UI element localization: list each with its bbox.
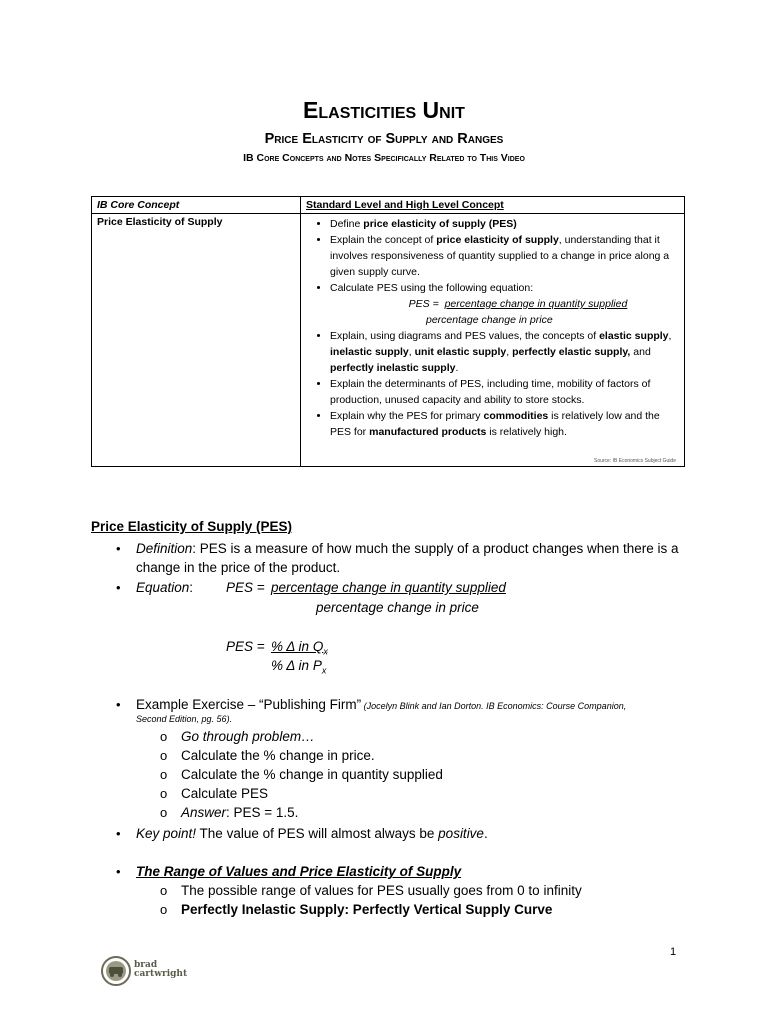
page-subtitle: Price Elasticity of Supply and Ranges	[264, 131, 504, 147]
example-reference: Second Edition, pg. 56).	[136, 714, 233, 724]
list-item: • Explain the determinants of PES, including time, mobility of factors of production, unused capacity and ability to store stocks.	[330, 376, 676, 408]
bullet-icon: •	[116, 864, 121, 879]
equation-numerator: percentage change in quantity supplied	[271, 580, 506, 595]
equation2-denominator: % Δ in $P_x$	[271, 658, 327, 676]
circle-bullet-icon: o	[160, 805, 168, 820]
brand-logo	[100, 954, 188, 988]
page-subsubtitle: IB Core Concepts and Notes Specifically Related to This Video	[243, 152, 525, 164]
concept-bullet-list	[301, 214, 684, 440]
step-item: Go through problem…	[181, 729, 315, 744]
circle-bullet-icon: o	[160, 767, 168, 782]
circle-bullet-icon: o	[160, 883, 168, 898]
range-heading: The Range of Values and Price Elasticity of Supply	[136, 864, 462, 879]
range-item: Perfectly Inelastic Supply: Perfectly Vertical Supply Curve	[181, 902, 553, 917]
definition-text: Definition: PES is a measure of how much the supply of a product changes when there is a change in the price of the product.	[136, 541, 679, 575]
circle-bullet-icon: o	[160, 902, 168, 917]
list-item: • Explain the concept of price elasticity of supply, understanding that it involves responsiveness of quantity supplied to a change in price along a given supply curve.	[330, 232, 676, 280]
bullet-icon: •	[116, 541, 121, 556]
table-header-level: Standard Level and High Level Concept	[301, 197, 685, 214]
list-item: • Explain why the PES for primary commodities is relatively low and the PES for manufactured products is relatively high.	[330, 408, 676, 440]
logo-text-line2: cartwright	[134, 969, 188, 979]
bullet-icon: •	[116, 697, 121, 712]
logo-text-line1: brad	[134, 960, 158, 970]
page-title: Elasticities Unit	[303, 97, 465, 123]
equation-denominator: percentage change in price	[316, 600, 479, 615]
list-item: • Explain, using diagrams and PES values, the concepts of elastic supply, inelastic supply, unit elastic supply, perfectly elastic supply, and perfectly inelastic supply.	[330, 328, 676, 376]
circle-bullet-icon: o	[160, 729, 168, 744]
example-exercise: Example Exercise – “Publishing Firm” (Jocelyn Blink and Ian Dorton. IB Economics: Course Companion,	[136, 697, 627, 712]
equation-lhs: PES =	[226, 580, 265, 595]
page-number: 1	[670, 946, 677, 958]
list-item: • Define price elasticity of supply (PES)	[330, 216, 676, 232]
bullet-icon: •	[116, 826, 121, 841]
bullet-icon: •	[116, 580, 121, 595]
list-item: • Calculate PES using the following equation: PES = percentage change in quantity supplied percentage change in price	[330, 280, 676, 328]
equation-label: Equation:	[136, 580, 194, 595]
table-cell-concept: Price Elasticity of Supply	[92, 214, 301, 467]
table-cell-bullets	[301, 214, 685, 467]
core-concept-table	[91, 196, 685, 467]
circle-bullet-icon: o	[160, 786, 168, 801]
pes-equation-numerator: PES = percentage change in quantity supplied	[408, 298, 628, 310]
equation2-numerator: % Δ in $Q_x$	[271, 639, 328, 657]
step-item: Calculate the % change in quantity supplied	[181, 767, 443, 782]
section-heading-pes: Price Elasticity of Supply (PES)	[91, 519, 293, 534]
circle-bullet-icon: o	[160, 748, 168, 763]
step-item: Calculate the % change in price.	[181, 748, 375, 763]
source-note: Source: IB Economics Subject Guide	[594, 458, 676, 464]
table-row	[92, 214, 685, 467]
equation2-lhs: PES =	[226, 639, 265, 654]
range-item: The possible range of values for PES usually goes from 0 to infinity	[181, 883, 582, 898]
key-point: Key point! The value of PES will almost always be positive.	[136, 826, 488, 841]
table-header-concept: IB Core Concept	[92, 197, 301, 214]
pes-equation-denominator: percentage change in price	[426, 314, 553, 326]
answer-item: Answer: PES = 1.5.	[181, 805, 299, 820]
step-item: Calculate PES	[181, 786, 269, 801]
table-header-row	[92, 197, 685, 214]
